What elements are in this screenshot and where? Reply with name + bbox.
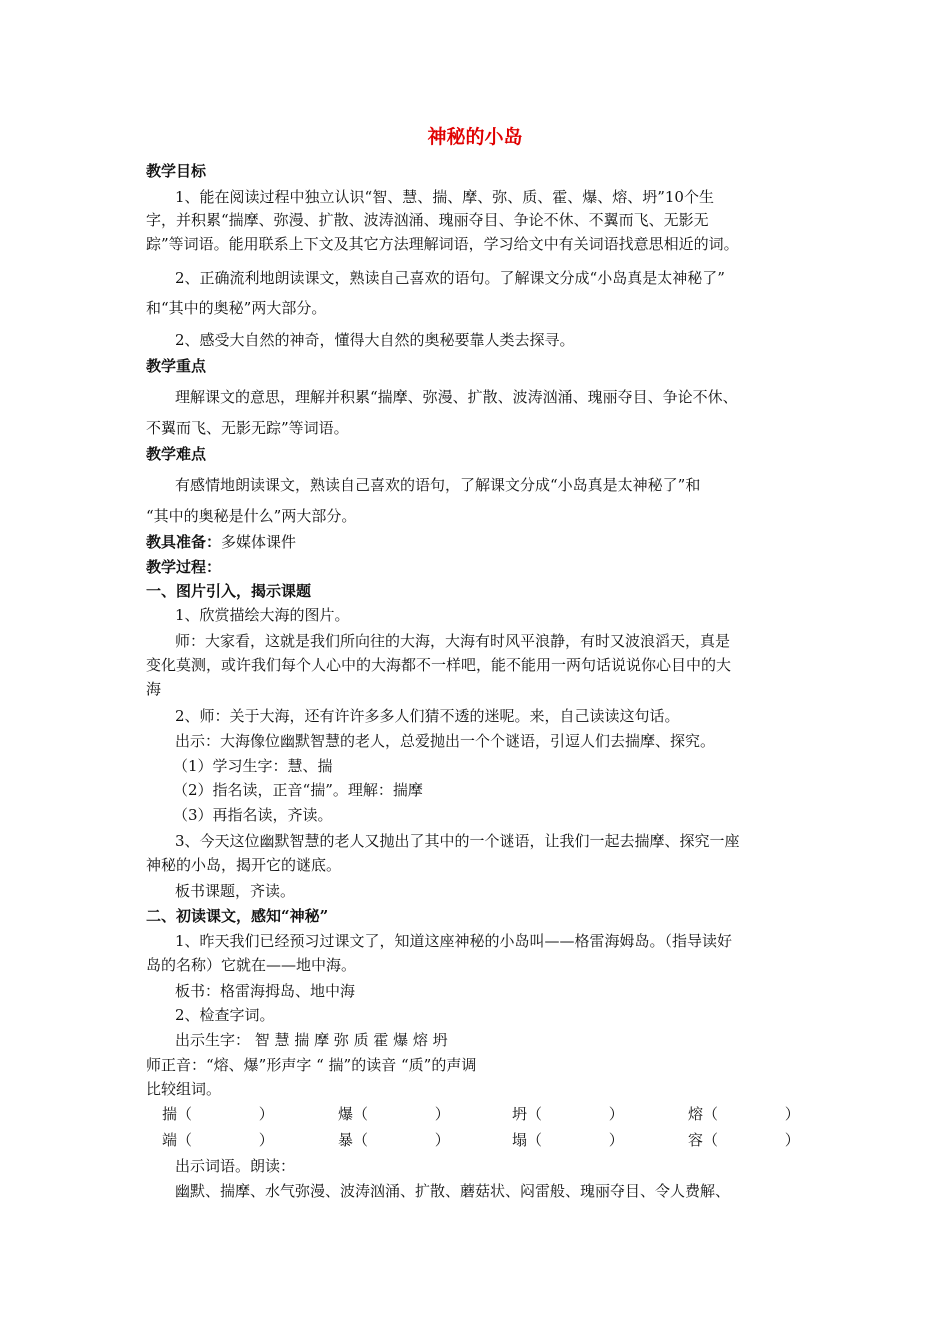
heading-goals: 教学目标 [146,162,207,180]
document-title: 神秘的小岛 [427,126,523,148]
heading-key-points: 教学重点 [146,357,207,375]
difficult-line-2: “其中的奥秘是什么”两大部分。 [146,507,357,525]
key-line-1: 理解课文的意思，理解并积累“揣摩、弥漫、扩散、波涛汹涌、瑰丽夺目、争论不休、 [175,388,738,406]
step1-board: 板书课题，齐读。 [175,882,296,900]
step1-more-2: 出示：大海像位幽默智慧的老人，总爱抛出一个个谜语，引逗人们去揣摩、探究。 [175,732,716,750]
step1-cont-1: 变化莫测，或许我们每个人心中的大海都不一样吧，能不能用一两句话说说你心目中的大 [146,656,732,674]
step2-p1: 1、昨天我们已经预习过课文了，知道这座神秘的小岛叫——格雷海姆岛。（指导读好 [175,932,733,950]
step2-p1-cont: 岛的名称）它就在——地中海。 [146,956,357,974]
heading-difficulties: 教学难点 [146,445,207,463]
word-cell: 暴（ ） [338,1131,450,1149]
step2-words-intro: 出示词语。朗读： [175,1157,296,1175]
word-cell: 揣（ ） [162,1105,274,1123]
step2-chars: 出示生字： 智 慧 揣 摩 弥 质 霍 爆 熔 坍 [175,1031,448,1049]
goals-p2-line-1: 2、正确流利地朗读课文，熟读自己喜欢的语句。了解课文分成“小岛真是太神秘了” [175,269,725,287]
key-line-2: 不翼而飞、无影无踪”等词语。 [146,419,349,437]
tools-value: 多媒体课件 [221,533,297,551]
word-cell: 端（ ） [162,1131,274,1149]
tools-line [146,531,296,553]
step1-cont-2: 海 [146,680,162,698]
goals-p3: 2、感受大自然的神奇，懂得大自然的奥秘要靠人类去探寻。 [175,331,575,349]
step1-more-4: （2）指名读，正音“揣”。理解：揣摩 [173,781,423,799]
difficult-line-1: 有感情地朗读课文，熟读自己喜欢的语句，了解课文分成“小岛真是太神秘了”和 [175,476,701,494]
goals-line-3: 踪”等词语。能用联系上下文及其它方法理解词语，学习给文中有关词语找意思相近的词。 [146,235,739,253]
step2-compare: 比较组词。 [146,1080,222,1098]
tools-label: 教具准备： [146,533,222,551]
step2-correct: 师正音：“熔、爆”形声字 “ 揣”的读音 “质”的声调 [146,1056,477,1074]
step1-more-6: 3、今天这位幽默智慧的老人又抛出了其中的一个谜语，让我们一起去揣摩、探究一座 [175,832,740,850]
goals-line-1: 1、能在阅读过程中独立认识“智、慧、揣、摩、弥、质、霍、爆、熔、坍”10个生 [175,188,714,206]
step2-heading: 二、初读课文，感知“神秘” [146,907,329,925]
word-cell: 坍（ ） [512,1105,624,1123]
goals-p2-line-2: 和“其中的奥秘”两大部分。 [146,299,327,317]
word-cell: 塌（ ） [512,1131,624,1149]
goals-line-2: 字，并积累“揣摩、弥漫、扩散、波涛汹涌、瑰丽夺目、争论不休、不翼而飞、无影无 [146,211,709,229]
step2-words: 幽默、揣摩、水气弥漫、波涛汹涌、扩散、蘑菇状、闷雷般、瑰丽夺目、令人费解、 [175,1182,731,1200]
heading-process: 教学过程： [146,558,222,576]
step1-tail: 神秘的小岛，揭开它的谜底。 [146,856,342,874]
step2-board: 板书：格雷海拇岛、地中海 [175,982,356,1000]
step1-more-1: 2、师：关于大海，还有许许多多人们猜不透的迷呢。来，自己读读这句话。 [175,707,680,725]
step1-more-3: （1）学习生字：慧、揣 [173,757,333,775]
word-cell: 爆（ ） [338,1105,450,1123]
step1-more-5: （3）再指名读，齐读。 [173,806,333,824]
step1-line-1: 1、欣赏描绘大海的图片。 [175,606,350,624]
step1-line-2: 师：大家看，这就是我们所向往的大海，大海有时风平浪静，有时又波浪滔天，真是 [175,632,731,650]
word-cell: 容（ ） [688,1131,800,1149]
word-cell: 熔（ ） [688,1105,800,1123]
step1-heading: 一、图片引入，揭示课题 [146,582,312,600]
step2-check: 2、检查字词。 [175,1006,275,1024]
